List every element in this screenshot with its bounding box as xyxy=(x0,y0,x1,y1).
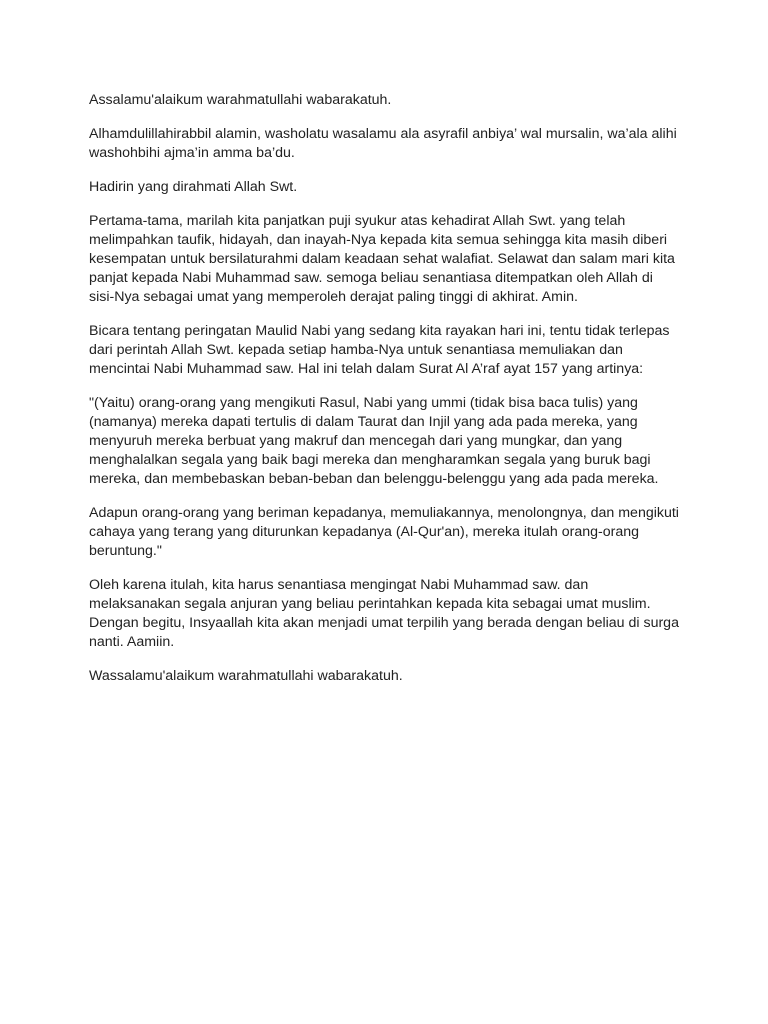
quran-quote-paragraph: "(Yaitu) orang-orang yang mengikuti Rasul, Nabi yang ummi (tidak bisa baca tulis) yang (namanya) mereka dapati tertulis di dalam Taurat dan Injil yang ada pada mereka, yang menyuruh mereka berbuat yang makruf dan mencegah dari yang mungkar, dan yang menghalalkan segala yang baik bagi mereka dan mengharamkan segala yang buruk bagi mereka, dan membebaskan beban-beban dan belenggu-belenggu yang ada pada mereka. xyxy=(89,395,659,487)
conclusion-paragraph: Oleh karena itulah, kita harus senantiasa mengingat Nabi Muhammad saw. dan melaksanakan segala anjuran yang beliau perintahkan kepada kita sebagai umat muslim. Dengan begitu, Insyaallah kita akan menjadi umat terpilih yang berada dengan beliau di surga nanti. Aamiin. xyxy=(89,577,679,650)
maulid-topic-paragraph: Bicara tentang peringatan Maulid Nabi yang sedang kita rayakan hari ini, tentu tidak terlepas dari perintah Allah Swt. kepada setiap hamba-Nya untuk senantiasa memuliakan dan mencintai Nabi Muhammad saw. Hal ini telah dalam Surat Al A’raf ayat 157 yang artinya: xyxy=(89,323,670,377)
greeting-paragraph: Assalamu'alaikum warahmatullahi wabarakatuh. xyxy=(89,92,392,108)
gratitude-paragraph: Pertama-tama, marilah kita panjatkan puji syukur atas kehadirat Allah Swt. yang telah melimpahkan taufik, hidayah, dan inayah-Nya kepada kita semua sehingga kita masih diberi kesempatan untuk bersilaturahmi dalam keadaan sehat walafiat. Selawat dan salam mari kita panjat kepada Nabi Muhammad saw. semoga beliau senantiasa ditempatkan oleh Allah di sisi-Nya sebagai umat yang memperoleh derajat paling tinggi di akhirat. Amin. xyxy=(89,213,675,305)
closing-greeting-paragraph: Wassalamu'alaikum warahmatullahi wabarakatuh. xyxy=(89,668,403,684)
audience-address-paragraph: Hadirin yang dirahmati Allah Swt. xyxy=(89,179,298,195)
document-body xyxy=(89,91,679,701)
quran-quote-continuation-paragraph: Adapun orang-orang yang beriman kepadanya, memuliakannya, menolongnya, dan mengikuti cahaya yang terang yang diturunkan kepadanya (Al-Qur'an), mereka itulah orang-orang beruntung." xyxy=(89,505,679,559)
opening-praise-paragraph: Alhamdulillahirabbil alamin, washolatu wasalamu ala asyrafil anbiya’ wal mursalin, wa’ala alihi washohbihi ajma’in amma ba’du. xyxy=(89,126,677,161)
